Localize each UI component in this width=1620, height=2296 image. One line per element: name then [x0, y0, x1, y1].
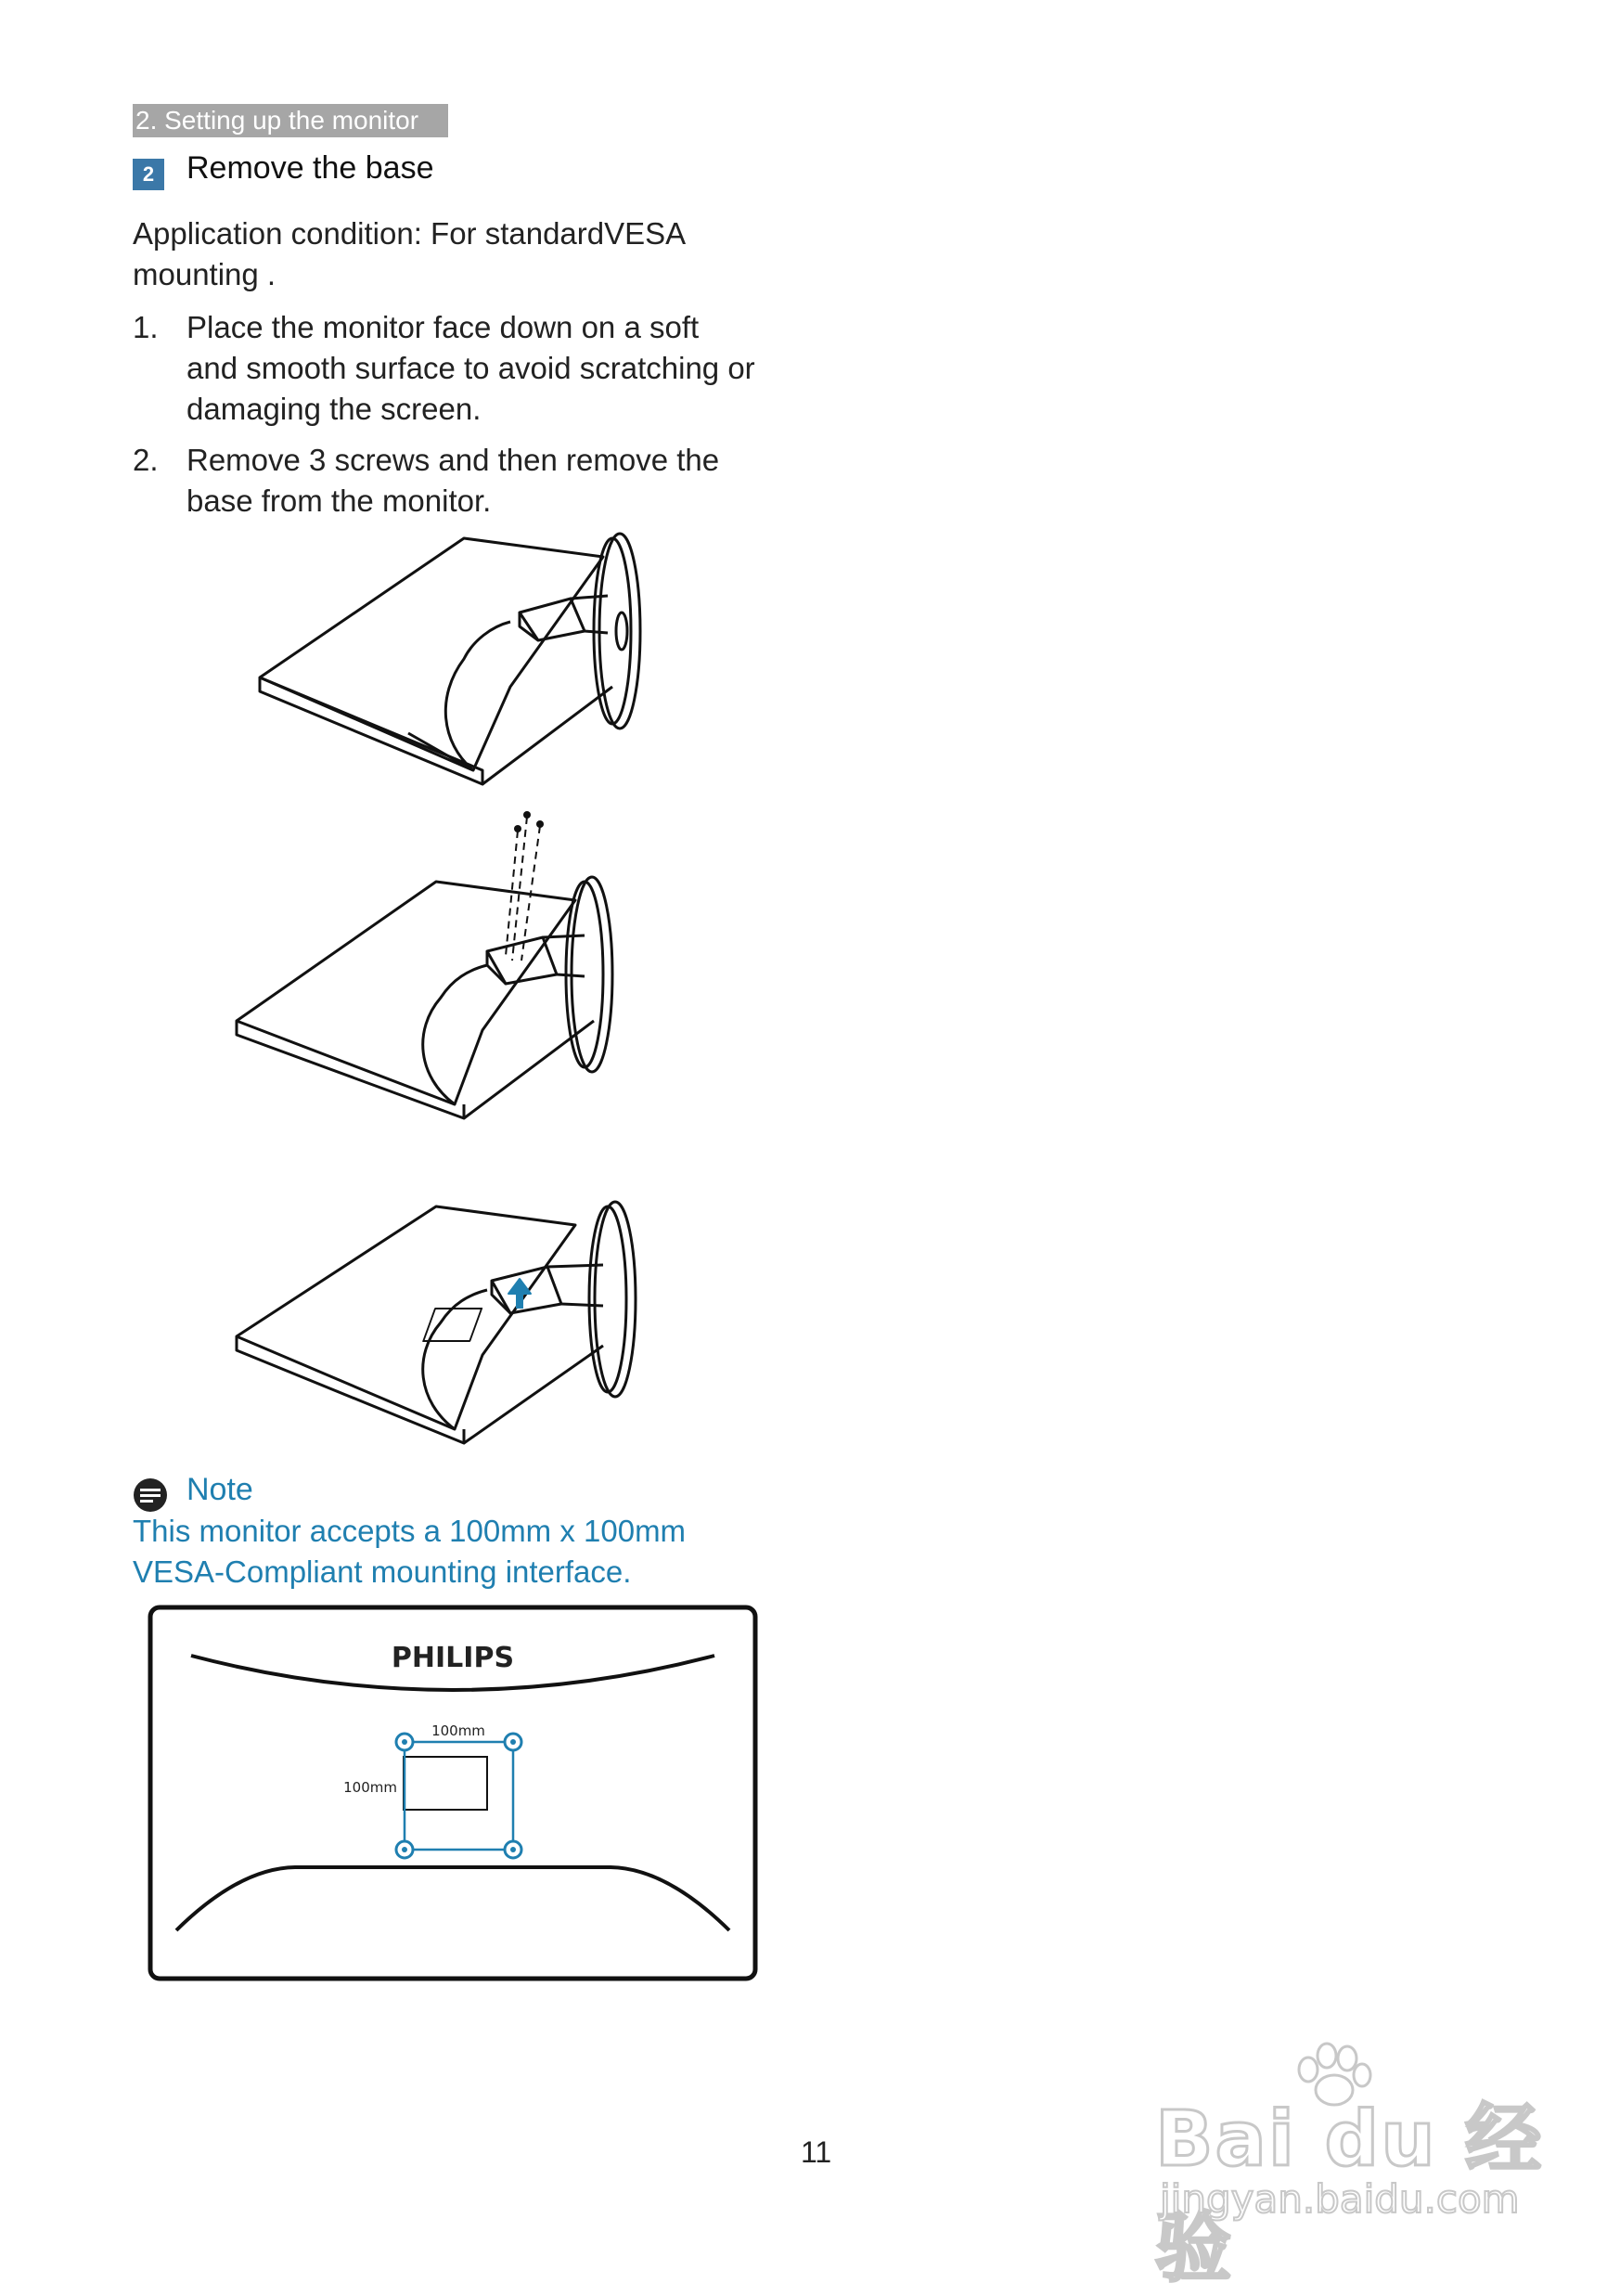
step1-line-2: and smooth surface to avoid scratching or [186, 351, 755, 385]
list-number-2: 2. [133, 443, 159, 477]
note-line-1: This monitor accepts a 100mm x 100mm [133, 1514, 687, 1548]
intro-line-1: Application condition: For standardVESA [133, 216, 687, 251]
illustration-remove-screws [223, 798, 631, 1132]
illustration-monitor-face-down [241, 529, 668, 789]
step-title: Remove the base [186, 150, 434, 186]
note-icon [133, 1477, 168, 1513]
step1-line-3: damaging the screen. [186, 392, 482, 426]
note-title: Note [186, 1472, 253, 1507]
page-number: 11 [801, 2135, 832, 2169]
section-tag: 2. Setting up the monitor [133, 104, 448, 137]
list-number-1: 1. [133, 310, 159, 344]
vesa-height-label: 100mm [343, 1779, 397, 1796]
illustration-slide-base [223, 1179, 649, 1457]
step2-line-1: Remove 3 screws and then remove the [186, 443, 720, 477]
step2-line-2: base from the monitor. [186, 484, 492, 518]
note-line-2: VESA-Compliant mounting interface. [133, 1554, 632, 1589]
vesa-width-label: 100mm [431, 1722, 485, 1739]
step-number-badge: 2 [133, 159, 164, 190]
philips-logo: PHILIPS [391, 1642, 515, 1674]
intro-line-2: mounting . [133, 257, 276, 291]
step1-line-1: Place the monitor face down on a soft [186, 310, 700, 344]
watermark-url: jingyan.baidu.com [1160, 2176, 1520, 2222]
watermark-logo: Bai du 经验 [1155, 2096, 1544, 2292]
vesa-figure [147, 1604, 759, 1984]
